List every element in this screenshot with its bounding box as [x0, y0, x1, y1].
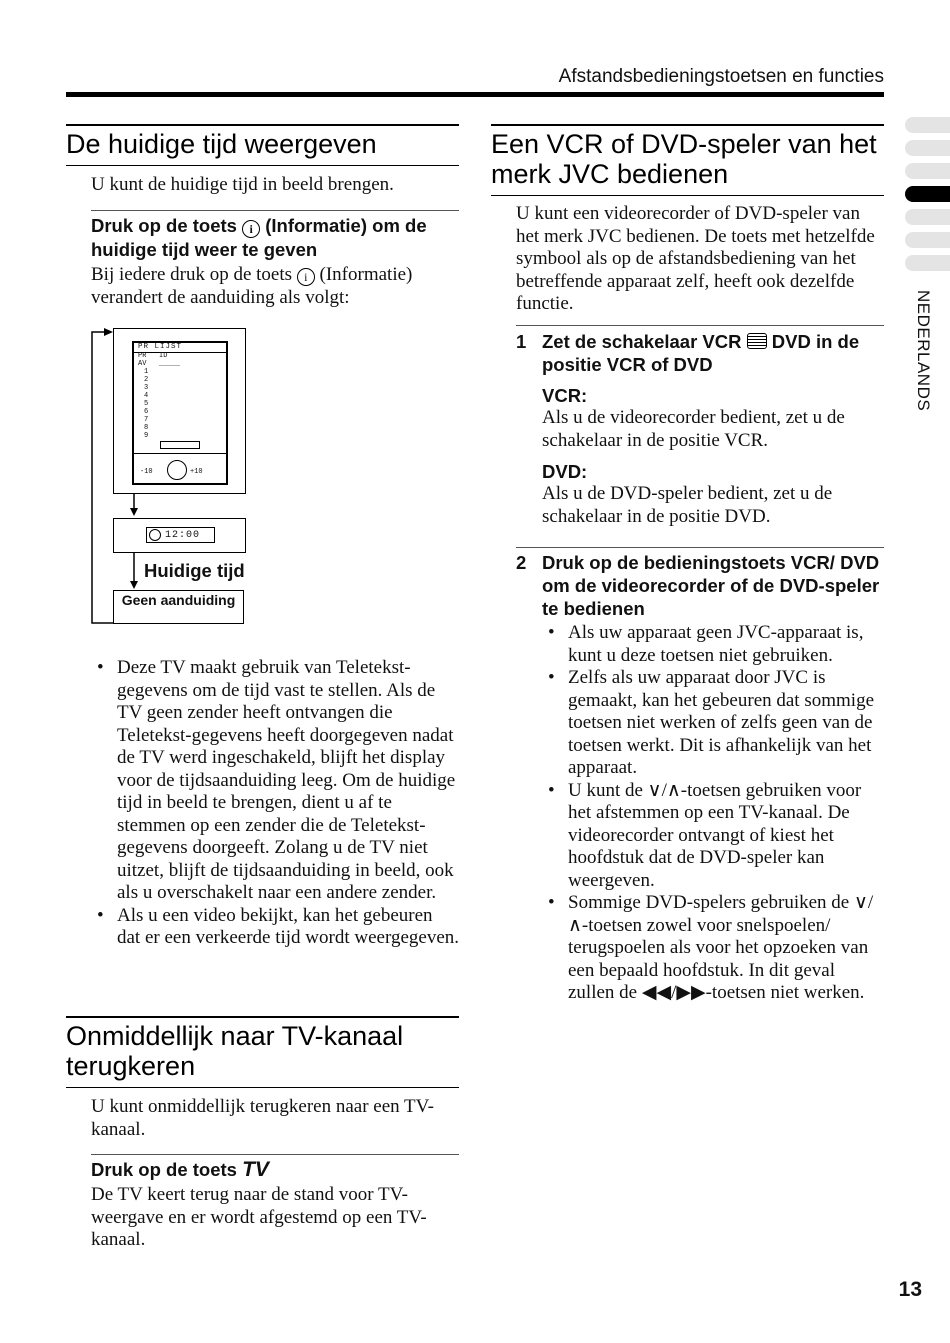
- language-label: NEDERLANDS: [914, 290, 933, 412]
- list-item: • Zelfs als uw apparaat door JVC is gemaakt, kan het gebeuren dat sommige toetsen niet werken of zelfs geen van de toetsen werkt. Dit is afhankelijk van het apparaat.: [542, 667, 884, 780]
- tv-intro: U kunt onmiddellijk terugkeren naar een TV-kanaal.: [91, 1096, 434, 1140]
- program-list-columns: PR ID: [138, 352, 168, 360]
- section-tab: [905, 232, 950, 248]
- program-list-row: 7: [144, 416, 149, 424]
- clock-display-frame: [113, 518, 246, 553]
- list-item: • U kunt de ∨/∧-toetsen gebruiken voor het afstemmen op een TV-kanaal. De videorecorder ontvangt of kiest het hoofdstuk dat de DVD-speler kan weergeven.: [542, 780, 884, 893]
- time-step-body: Bij iedere druk op de toets i (Informatie) verandert de aanduiding als volgt:: [91, 264, 413, 308]
- dvd-label: DVD:: [542, 461, 588, 482]
- current-time-label: Huidige tijd: [144, 560, 245, 581]
- switch-icon: [747, 333, 767, 349]
- time-display-diagram: [90, 326, 260, 641]
- tv-screen-frame: [113, 328, 246, 494]
- time-notes-list: [91, 657, 459, 950]
- list-item: • Deze TV maakt gebruik van Teletekst-gegevens om de tijd vast te stellen. Als de TV geen zender heeft ontvangen die Teletekst-gegevens heeft doorgegeven nadat de TV werd ingeschakeld, blijft het display voor de tijdsaanduiding leeg. Om de huidige tijd in beeld te brengen, dient u af te stemmen op een zender die de Teletekst-gegevens doorgeeft. Zolang u de TV niet uitzet, blijft de tijdsaanduiding in beeld, ook als u overschakelt naar een andere zender.: [91, 657, 459, 905]
- section-tab-active: [905, 186, 950, 202]
- section-tab: [905, 140, 950, 156]
- list-item: • Als uw apparaat geen JVC-apparaat is, kunt u deze toetsen niet gebruiken.: [542, 622, 884, 667]
- tv-step-heading: Druk op de toets TV: [91, 1158, 269, 1181]
- section-title-time: De huidige tijd weergeven: [66, 129, 377, 159]
- clock-icon: [149, 529, 161, 541]
- tv-step-body: De TV keert terug naar de stand voor TV-weergave en er wordt afgestemd op een TV-kanaal.: [91, 1184, 427, 1250]
- vcr-intro: U kunt een videorecorder of DVD-speler van het merk JVC bedienen. De toets met hetzelfde symbool als op de afstandsbediening van het betreffende apparaat zelf, heeft ook dezelfde functie.: [516, 203, 875, 314]
- step-rule: [516, 325, 884, 326]
- program-list-av: AV _____: [138, 359, 181, 368]
- clock-display: 12:00: [146, 527, 215, 543]
- section-tab: [905, 163, 950, 179]
- program-list-panel: [132, 341, 228, 485]
- step-1-heading: Zet de schakelaar VCR DVD in de positie VCR of DVD: [542, 331, 860, 375]
- section-tab: [905, 255, 950, 271]
- section-title-tv: Onmiddellijk naar TV-kanaal terugkeren: [66, 1021, 404, 1081]
- section-rule: [491, 124, 884, 126]
- program-list-row: 3: [144, 384, 149, 392]
- section-rule: [491, 195, 884, 196]
- program-list-header: PR LIJST: [134, 343, 226, 353]
- program-list-row: 2: [144, 376, 149, 384]
- program-list-row: 4: [144, 392, 149, 400]
- step-rule: [516, 547, 884, 548]
- plus-10-label: +10: [190, 468, 203, 476]
- header-rule: [66, 92, 884, 97]
- dpad-icon: [167, 460, 187, 480]
- section-tab: [905, 117, 950, 133]
- vcr-label: VCR:: [542, 385, 588, 406]
- section-rule: [66, 1016, 459, 1018]
- minus-10-label: -10: [140, 468, 153, 476]
- program-list-cursor: [160, 441, 200, 449]
- step-2-number: 2: [516, 552, 527, 573]
- step-rule: [91, 210, 459, 211]
- section-title-vcr: Een VCR of DVD-speler van het merk JVC bedienen: [491, 129, 877, 189]
- time-intro: U kunt de huidige tijd in beeld brengen.: [91, 174, 394, 195]
- vcr-text: Als u de videorecorder bedient, zet u de schakelaar in de positie VCR.: [542, 407, 845, 451]
- page-header: Afstandsbedieningstoetsen en functies: [558, 66, 884, 87]
- step-rule: [91, 1154, 459, 1155]
- program-list-rows: [134, 368, 226, 440]
- info-icon: i: [297, 268, 315, 286]
- program-list-divider: [134, 453, 226, 454]
- section-tab: [905, 209, 950, 225]
- step-2-heading: Druk op de bedieningstoets VCR/ DVD om de videorecorder of de DVD-speler te bedienen: [542, 552, 880, 619]
- dvd-text: Als u de DVD-speler bedient, zet u de schakelaar in de positie DVD.: [542, 483, 833, 527]
- step-1-number: 1: [516, 331, 527, 352]
- program-list-row: 1: [144, 368, 149, 376]
- section-rule: [66, 165, 459, 166]
- program-list-row: 9: [144, 432, 149, 440]
- section-rule: [66, 124, 459, 126]
- step-2-notes: [542, 622, 884, 1005]
- program-list-row: 5: [144, 400, 149, 408]
- list-item: • Sommige DVD-spelers gebruiken de ∨/∧-toetsen zowel voor snelspoelen/ terugspoelen als voor het opzoeken van een bepaald hoofdstuk. In dit geval zullen de ◀◀/▶▶-toetsen niet werken.: [542, 892, 884, 1005]
- tv-button-icon: TV: [242, 1158, 269, 1181]
- no-display-box: Geen aanduiding: [113, 590, 244, 624]
- info-icon: i: [242, 220, 260, 238]
- page-number: 13: [898, 1278, 922, 1301]
- section-rule: [66, 1087, 459, 1088]
- program-list-row: 8: [144, 424, 149, 432]
- time-step-heading: Druk op de toets i (Informatie) om de huidige tijd weer te geven: [91, 215, 427, 260]
- list-item: • Als u een video bekijkt, kan het gebeuren dat er een verkeerde tijd wordt weergegeven.: [91, 905, 459, 950]
- program-list-row: 6: [144, 408, 149, 416]
